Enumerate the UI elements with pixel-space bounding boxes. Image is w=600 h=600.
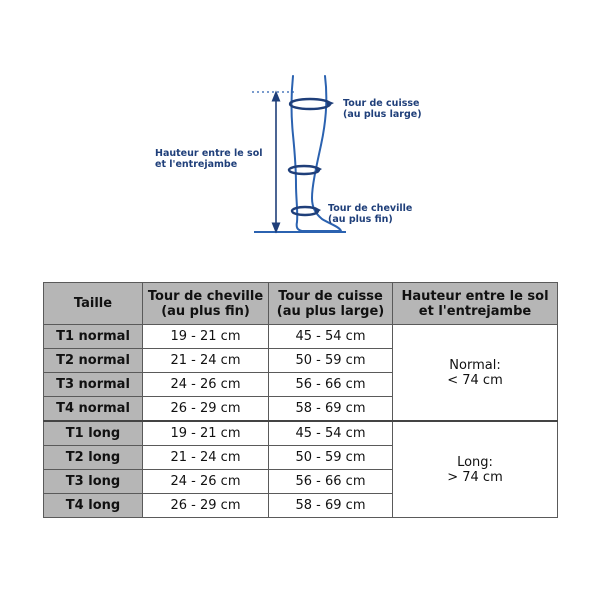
ankle-header-line1: Tour de cheville [147,288,264,304]
thigh-cell: 50 - 59 cm [269,446,393,470]
ankle-header-line2: (au plus fin) [161,303,250,319]
leg-measurement-diagram [0,0,600,260]
thigh-cell: 50 - 59 cm [269,349,393,373]
thigh-cell: 45 - 54 cm [269,421,393,446]
height-normal-value: < 74 cm [447,372,503,388]
thigh-column-header [269,283,393,325]
thigh-cell: 56 - 66 cm [269,470,393,494]
height-long-cell [393,421,558,518]
size-cell: T3 normal [44,373,143,397]
size-cell: T3 long [44,470,143,494]
thigh-header-line2: (au plus large) [276,303,385,319]
height-label-line1: Hauteur entre le sol [155,148,263,159]
size-cell: T2 long [44,446,143,470]
thigh-label-line1: Tour de cuisse [343,98,420,109]
size-cell: T4 long [44,494,143,518]
calf-circumference-loop [289,166,319,174]
height-column-header [393,283,558,325]
ankle-cell: 26 - 29 cm [143,397,269,422]
size-column-header: Taille [44,283,143,325]
ankle-cell: 26 - 29 cm [143,494,269,518]
thigh-cell: 58 - 69 cm [269,397,393,422]
ankle-cell: 21 - 24 cm [143,446,269,470]
size-cell: T1 normal [44,325,143,349]
ankle-cell: 19 - 21 cm [143,325,269,349]
thigh-circumference-loop [290,99,330,109]
size-cell: T1 long [44,421,143,446]
thigh-header-line1: Tour de cuisse [278,288,383,304]
ankle-cell: 21 - 24 cm [143,349,269,373]
ankle-cell: 24 - 26 cm [143,373,269,397]
ankle-cell: 19 - 21 cm [143,421,269,446]
height-header-line2: et l'entrejambe [418,303,532,319]
table-header-row [44,283,558,325]
height-label-line2: et l'entrejambe [155,159,238,170]
ankle-cell: 24 - 26 cm [143,470,269,494]
thigh-cell: 45 - 54 cm [269,325,393,349]
ankle-column-header [143,283,269,325]
size-chart-table [43,282,558,518]
height-header-line1: Hauteur entre le sol [401,288,549,304]
height-long-label: Long: [457,454,493,470]
size-cell: T4 normal [44,397,143,422]
table-row [44,421,558,446]
thigh-label-line2: (au plus large) [343,109,422,120]
table-row [44,325,558,349]
size-cell: T2 normal [44,349,143,373]
thigh-cell: 56 - 66 cm [269,373,393,397]
height-normal-label: Normal: [449,357,501,373]
ankle-label-line2: (au plus fin) [328,214,393,225]
height-normal-cell [393,325,558,422]
height-long-value: > 74 cm [447,469,503,485]
ankle-label-line1: Tour de cheville [328,203,413,214]
thigh-cell: 58 - 69 cm [269,494,393,518]
